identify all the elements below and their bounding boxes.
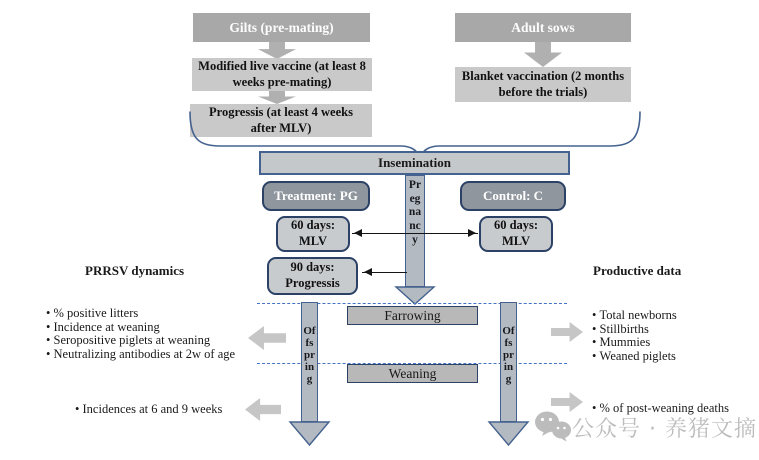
pregnancy-bar: [405, 175, 425, 287]
weaning-box: Weaning: [347, 364, 478, 383]
metric-item: • % of post-weaning deaths: [592, 401, 729, 416]
farrowing-box: Farrowing: [347, 306, 478, 325]
treatment-90days-box: 90 days: Progressis: [267, 257, 358, 295]
blanket-vaccination-box: Blanket vaccination (2 months before the trials): [455, 67, 631, 102]
offspring-bar-left: [301, 302, 318, 422]
left-arrow: [362, 272, 407, 273]
gilts-header-box: Gilts (pre-mating): [193, 13, 370, 42]
metric-item: • Seropositive piglets at weaning: [46, 334, 264, 348]
offspring-bar-right: [500, 302, 517, 422]
prrsv-dynamics-list: [46, 307, 264, 361]
treatment-group-box: Treatment: PG: [262, 181, 370, 211]
metric-item: • Incidences at 6 and 9 weeks: [75, 402, 222, 417]
pregnancy-label: Pregnancy: [408, 179, 422, 246]
metric-item: • Incidence at weaning: [46, 321, 264, 335]
progressis-box: Progressis (at least 4 weeks after MLV): [190, 104, 372, 137]
right-block-arrow-icon: [551, 322, 583, 342]
offspring-label: Offspring: [502, 325, 515, 386]
treatment-60days-box: 60 days: MLV: [276, 216, 350, 252]
offspring-arrowhead-icon: [289, 421, 330, 446]
prrsv-dynamics-title: PRRSV dynamics: [85, 263, 185, 278]
metric-item: • Mummies: [592, 336, 757, 350]
watermark-text: 公众号 · 养猪文摘: [572, 417, 757, 442]
metric-item: • % positive litters: [46, 307, 264, 321]
metric-item: • Neutralizing antibodies at 2w of age: [46, 348, 264, 362]
control-60days-box: 60 days: MLV: [479, 216, 553, 252]
metric-item: • Total newborns: [592, 309, 757, 323]
down-arrow-icon: [524, 42, 562, 67]
double-arrow: [352, 233, 478, 234]
control-group-box: Control: C: [460, 181, 566, 211]
right-block-arrow-icon: [551, 392, 583, 412]
offspring-arrowhead-icon: [488, 421, 529, 446]
mlv-vaccine-box: Modified live vaccine (at least 8 weeks pre-mating): [192, 58, 372, 91]
offspring-label: Offspring: [303, 325, 316, 386]
down-arrow-icon: [258, 91, 296, 104]
adult-sows-header-box: Adult sows: [455, 13, 631, 42]
productive-data-list: [592, 309, 757, 363]
down-arrow-icon: [258, 42, 296, 59]
metric-item: • Stillbirths: [592, 323, 757, 337]
metric-item: • Weaned piglets: [592, 350, 757, 364]
insemination-box: Insemination: [259, 151, 570, 175]
productive-data-title: Productive data: [593, 263, 682, 278]
left-block-arrow-icon: [245, 398, 281, 421]
wechat-icon: [534, 410, 572, 442]
